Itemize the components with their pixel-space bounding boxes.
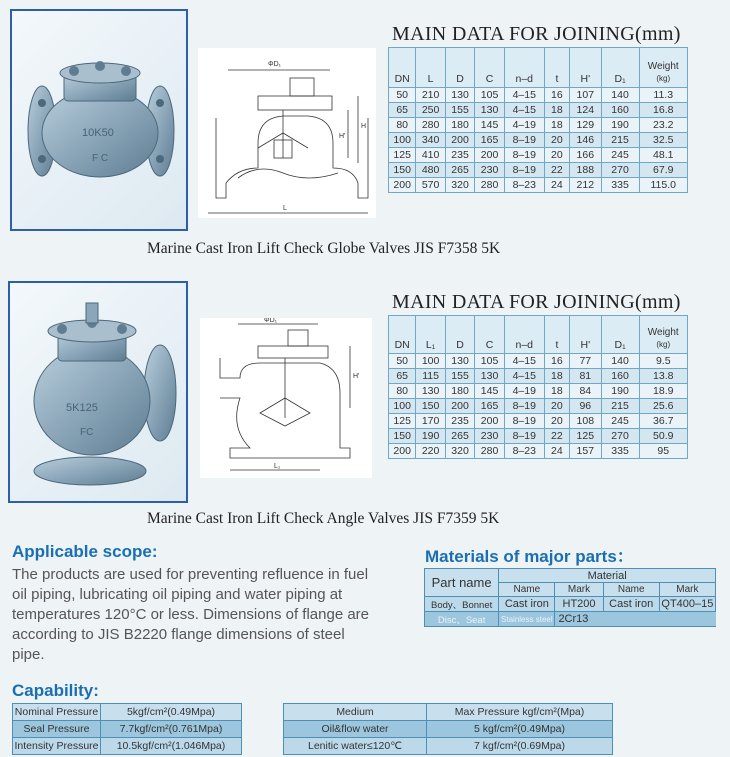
table-cell: 11.3 xyxy=(639,88,688,103)
weight-unit: (kg) xyxy=(656,74,671,83)
table-cell: 280 xyxy=(475,444,504,459)
table-row xyxy=(389,444,688,459)
table-cell: 81 xyxy=(570,369,602,384)
table-cell: 180 xyxy=(445,118,474,133)
materials-cell: Cast iron xyxy=(499,597,555,612)
table-cell: 150 xyxy=(389,429,416,444)
table-cell: 410 xyxy=(416,148,445,163)
table-cell: 150 xyxy=(389,163,416,178)
table-cell: 108 xyxy=(570,414,602,429)
materials-row xyxy=(425,597,716,612)
table-cell: 18 xyxy=(544,384,569,399)
table-cell: 200 xyxy=(475,414,504,429)
table-cell: 4–19 xyxy=(504,118,544,133)
table-row xyxy=(389,118,688,133)
header-n-d: n–d xyxy=(504,316,544,354)
table-cell: 65 xyxy=(389,103,416,118)
table-cell: 190 xyxy=(601,384,639,399)
table-cell: 32.5 xyxy=(639,133,688,148)
table-cell: 160 xyxy=(601,369,639,384)
table-cell: 4–15 xyxy=(504,103,544,118)
table-cell: 130 xyxy=(445,354,474,369)
table-cell: 190 xyxy=(416,429,445,444)
angle-table-header-row xyxy=(389,316,688,354)
table-cell: 165 xyxy=(475,399,504,414)
table-cell: 140 xyxy=(601,354,639,369)
table-cell: 170 xyxy=(416,414,445,429)
table-cell: 335 xyxy=(601,178,639,193)
table-cell: 8–19 xyxy=(504,133,544,148)
angle-dim-d1: ΦD₁ xyxy=(264,318,278,324)
table-cell: 80 xyxy=(389,118,416,133)
table-cell: 210 xyxy=(416,88,445,103)
table-cell: 105 xyxy=(475,354,504,369)
table-cell: 145 xyxy=(475,384,504,399)
materials-heading: Materials of major parts： xyxy=(425,547,634,566)
table-row xyxy=(389,399,688,414)
capability-row xyxy=(13,704,242,721)
table-cell: 8–23 xyxy=(504,178,544,193)
table-cell: 280 xyxy=(475,178,504,193)
header-d: D xyxy=(445,48,474,88)
weight-label: Weight xyxy=(647,327,679,338)
capability-heading: Capability: xyxy=(12,681,99,700)
header-weight xyxy=(639,48,688,88)
table-cell: 8–19 xyxy=(504,399,544,414)
header-d1: D₁ xyxy=(601,316,639,354)
table-cell: 105 xyxy=(475,88,504,103)
capability-label: Intensity Pressure xyxy=(13,738,101,755)
table-row xyxy=(389,354,688,369)
medium-header: Medium xyxy=(284,704,427,721)
table-cell: 23.2 xyxy=(639,118,688,133)
table-cell: 16 xyxy=(544,354,569,369)
table-cell: 480 xyxy=(416,163,445,178)
table-cell: 180 xyxy=(445,384,474,399)
section2-title: MAIN DATA FOR JOINING(mm) xyxy=(392,291,681,313)
header-dn: DN xyxy=(389,316,416,354)
table-cell: 8–19 xyxy=(504,163,544,178)
table-cell: 130 xyxy=(416,384,445,399)
table-cell: 230 xyxy=(475,163,504,178)
table-cell: 130 xyxy=(445,88,474,103)
header-weight xyxy=(639,316,688,354)
table-cell: 230 xyxy=(475,429,504,444)
globe-dim-hprime: H' xyxy=(339,133,346,140)
medium-cell: Oil&flow water xyxy=(284,721,427,738)
scope-heading: Applicable scope: xyxy=(12,542,158,561)
header-t: t xyxy=(544,316,569,354)
materials-material-header: Material xyxy=(499,569,716,583)
globe-valve-drawing xyxy=(198,48,376,218)
table-cell: 25.6 xyxy=(639,399,688,414)
table-row xyxy=(389,133,688,148)
table-cell: 270 xyxy=(601,163,639,178)
table-cell: 18 xyxy=(544,118,569,133)
materials-sub-name: Name xyxy=(499,583,555,597)
table-row xyxy=(389,103,688,118)
globe-valve-table xyxy=(388,47,688,193)
table-cell: 96 xyxy=(570,399,602,414)
materials-part-name-header: Part name xyxy=(425,569,499,597)
table-cell: 220 xyxy=(416,444,445,459)
table-cell: 200 xyxy=(389,444,416,459)
materials-cell: 2Cr13 xyxy=(555,612,716,627)
table-cell: 270 xyxy=(601,429,639,444)
medium-cell: Lenitic water≤120℃ xyxy=(284,738,427,755)
capability-row xyxy=(13,738,242,755)
table-cell: 67.9 xyxy=(639,163,688,178)
table-cell: 125 xyxy=(570,429,602,444)
table-cell: 155 xyxy=(445,369,474,384)
capability-value: 5kgf/cm²(0.49Mpa) xyxy=(101,704,242,721)
table-cell: 245 xyxy=(601,414,639,429)
table-cell: 165 xyxy=(475,133,504,148)
header-n-d: n–d xyxy=(504,48,544,88)
table-cell: 280 xyxy=(416,118,445,133)
table-cell: 212 xyxy=(570,178,602,193)
table-cell: 18.9 xyxy=(639,384,688,399)
table-cell: 95 xyxy=(639,444,688,459)
table-cell: 130 xyxy=(475,369,504,384)
table-cell: 320 xyxy=(445,444,474,459)
table-cell: 160 xyxy=(601,103,639,118)
table-cell: 166 xyxy=(570,148,602,163)
table-cell: 150 xyxy=(416,399,445,414)
table-cell: 145 xyxy=(475,118,504,133)
capability-row xyxy=(284,738,613,755)
table-cell: 190 xyxy=(601,118,639,133)
table-cell: 100 xyxy=(416,354,445,369)
table-cell: 8–19 xyxy=(504,429,544,444)
table-cell: 9.5 xyxy=(639,354,688,369)
table-cell: 20 xyxy=(544,133,569,148)
angle-valve-table xyxy=(388,315,688,459)
materials-table xyxy=(424,568,716,627)
table-cell: 80 xyxy=(389,384,416,399)
table-cell: 215 xyxy=(601,133,639,148)
table-cell: 200 xyxy=(445,399,474,414)
materials-cell: Cast iron xyxy=(603,597,659,612)
capability-label: Nominal Pressure xyxy=(13,704,101,721)
table-cell: 188 xyxy=(570,163,602,178)
table-row xyxy=(389,429,688,444)
scope-text xyxy=(12,565,392,665)
table-cell: 115 xyxy=(416,369,445,384)
table-cell: 4–19 xyxy=(504,384,544,399)
materials-cell: QT400–15 xyxy=(659,597,715,612)
section2-caption: Marine Cast Iron Lift Check Angle Valves JIS F7359 5K xyxy=(147,510,500,527)
globe-fc-marking: F C xyxy=(92,153,109,164)
table-cell: 155 xyxy=(445,103,474,118)
table-cell: 48.1 xyxy=(639,148,688,163)
header-l: L xyxy=(416,48,445,88)
angle-valve-drawing xyxy=(200,318,372,478)
table-cell: 335 xyxy=(601,444,639,459)
scope-line: temperatures 120°C or less. Dimensions of flange are xyxy=(12,606,370,623)
globe-valve-photo xyxy=(10,9,188,231)
weight-unit: (kg) xyxy=(656,340,671,349)
table-cell: 4–15 xyxy=(504,354,544,369)
table-cell: 129 xyxy=(570,118,602,133)
capability-value: 7.7kgf/cm²(0.761Mpa) xyxy=(101,721,242,738)
section1-caption: Marine Cast Iron Lift Check Globe Valves JIS F7358 5K xyxy=(147,240,501,257)
table-row xyxy=(389,148,688,163)
table-cell: 146 xyxy=(570,133,602,148)
table-cell: 22 xyxy=(544,429,569,444)
angle-fc-marking: FC xyxy=(80,427,94,438)
table-cell: 50 xyxy=(389,354,416,369)
table-cell: 22 xyxy=(544,163,569,178)
header-d: D xyxy=(445,316,474,354)
header-t: t xyxy=(544,48,569,88)
table-cell: 200 xyxy=(445,133,474,148)
header-c: C xyxy=(475,48,504,88)
scope-line: pipe. xyxy=(12,646,45,663)
table-cell: 24 xyxy=(544,178,569,193)
capability-medium-table xyxy=(283,703,613,755)
header-dn: DN xyxy=(389,48,416,88)
table-cell: 50.9 xyxy=(639,429,688,444)
globe-dim-l: L xyxy=(283,205,287,212)
table-cell: 18 xyxy=(544,103,569,118)
max-pressure-cell: 5 kgf/cm²(0.49Mpa) xyxy=(427,721,613,738)
table-cell: 8–23 xyxy=(504,444,544,459)
table-cell: 245 xyxy=(601,148,639,163)
materials-cell: HT200 xyxy=(555,597,603,612)
table-cell: 235 xyxy=(445,414,474,429)
table-cell: 4–15 xyxy=(504,88,544,103)
capability-label: Seal Pressure xyxy=(13,721,101,738)
table-cell: 13.8 xyxy=(639,369,688,384)
table-cell: 20 xyxy=(544,148,569,163)
section1-title: MAIN DATA FOR JOINING(mm) xyxy=(392,23,681,45)
table-cell: 115.0 xyxy=(639,178,688,193)
capability-pressure-table xyxy=(12,703,242,755)
capability-header-row xyxy=(284,704,613,721)
table-row xyxy=(389,384,688,399)
table-cell: 84 xyxy=(570,384,602,399)
capability-value: 10.5kgf/cm²(1.046Mpa) xyxy=(101,738,242,755)
globe-dim-h: H xyxy=(361,123,367,130)
table-cell: 125 xyxy=(389,148,416,163)
materials-sub-name: Name xyxy=(603,583,659,597)
globe-table-header-row xyxy=(389,48,688,88)
scope-line: oil piping, lubricating oil piping and water piping at xyxy=(12,586,343,603)
table-cell: 570 xyxy=(416,178,445,193)
table-cell: 250 xyxy=(416,103,445,118)
table-cell: 124 xyxy=(570,103,602,118)
capability-row xyxy=(284,721,613,738)
table-cell: 265 xyxy=(445,429,474,444)
table-cell: 8–19 xyxy=(504,148,544,163)
header-c: C xyxy=(475,316,504,354)
angle-valve-photo xyxy=(8,281,188,503)
table-cell: 4–15 xyxy=(504,369,544,384)
table-cell: 20 xyxy=(544,399,569,414)
table-cell: 100 xyxy=(389,133,416,148)
table-cell: 100 xyxy=(389,399,416,414)
materials-cell: Stainless steel xyxy=(499,612,555,627)
header-h-prime: H' xyxy=(570,48,602,88)
header-l1: L₁ xyxy=(416,316,445,354)
angle-dim-hprime: H' xyxy=(353,373,360,380)
table-cell: 320 xyxy=(445,178,474,193)
table-row xyxy=(389,414,688,429)
table-cell: 235 xyxy=(445,148,474,163)
materials-cell: Disc、Seat xyxy=(425,612,499,627)
table-cell: 36.7 xyxy=(639,414,688,429)
max-pressure-cell: 7 kgf/cm²(0.69Mpa) xyxy=(427,738,613,755)
table-cell: 8–19 xyxy=(504,414,544,429)
table-cell: 65 xyxy=(389,369,416,384)
table-cell: 24 xyxy=(544,444,569,459)
table-cell: 340 xyxy=(416,133,445,148)
materials-sub-mark: Mark xyxy=(659,583,715,597)
scope-line: The products are used for preventing refluence in fuel xyxy=(12,566,369,583)
table-cell: 130 xyxy=(475,103,504,118)
table-row xyxy=(389,88,688,103)
table-cell: 18 xyxy=(544,369,569,384)
table-cell: 107 xyxy=(570,88,602,103)
globe-body-marking: 10K50 xyxy=(82,127,114,139)
table-row xyxy=(389,369,688,384)
table-row xyxy=(389,163,688,178)
angle-body-marking: 5K125 xyxy=(66,402,98,414)
header-d1: D₁ xyxy=(601,48,639,88)
angle-dim-l1: L₁ xyxy=(274,463,281,470)
table-cell: 16 xyxy=(544,88,569,103)
table-cell: 140 xyxy=(601,88,639,103)
table-cell: 157 xyxy=(570,444,602,459)
table-cell: 77 xyxy=(570,354,602,369)
materials-sub-mark: Mark xyxy=(555,583,603,597)
table-cell: 200 xyxy=(389,178,416,193)
table-cell: 16.8 xyxy=(639,103,688,118)
table-cell: 215 xyxy=(601,399,639,414)
table-cell: 125 xyxy=(389,414,416,429)
weight-label: Weight xyxy=(647,61,679,72)
table-cell: 265 xyxy=(445,163,474,178)
table-cell: 200 xyxy=(475,148,504,163)
capability-row xyxy=(13,721,242,738)
max-pressure-header: Max Pressure kgf/cm²(Mpa) xyxy=(427,704,613,721)
header-h-prime: H' xyxy=(570,316,602,354)
table-cell: 20 xyxy=(544,414,569,429)
materials-cell: Body、Bonnet xyxy=(425,597,499,612)
globe-dim-d1: ΦD₁ xyxy=(268,61,282,68)
materials-row xyxy=(425,612,716,627)
scope-line: according to JIS B2220 flange dimensions of steel xyxy=(12,626,345,643)
table-row xyxy=(389,178,688,193)
table-cell: 50 xyxy=(389,88,416,103)
